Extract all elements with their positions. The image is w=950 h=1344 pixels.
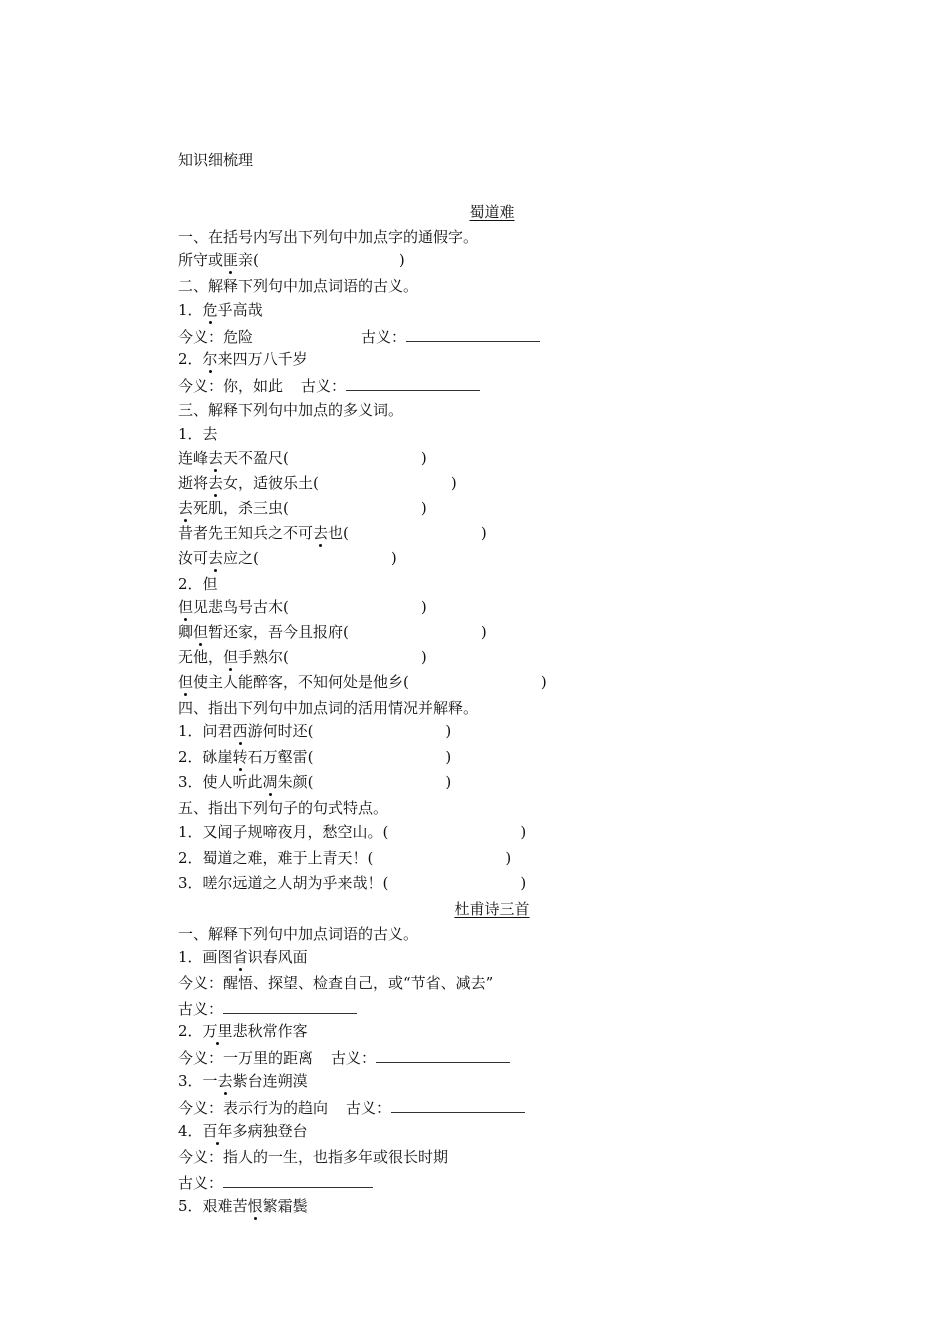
text-fragment: 古义： (178, 1000, 224, 1018)
text-fragment: 紫台连朔漠 (232, 1072, 308, 1090)
text-fragment: 昔者先王知兵之不可 (178, 524, 314, 542)
text-fragment: 今义：一万里的距离 (178, 1049, 314, 1067)
meaning-line (178, 375, 480, 395)
text-fragment: 今义：危险 (178, 328, 254, 346)
text-fragment: 连峰 (178, 449, 209, 467)
text-fragment: 使主人能醉客，不知何处是他乡( (193, 673, 409, 691)
text-fragment: 1． (178, 948, 203, 966)
text-fragment: ) (398, 251, 405, 269)
dotted-char: 去 (208, 549, 224, 567)
dotted-char: 去 (178, 499, 194, 517)
text-fragment: 朱颜( (277, 773, 314, 791)
answer-blank (223, 1172, 373, 1188)
text-fragment: 1．问君 (178, 722, 233, 740)
section-title-dufu: 杜甫诗三首 (454, 900, 530, 918)
text-fragment: 卿 (178, 623, 194, 641)
exercise-line (178, 448, 427, 468)
dotted-char: 去 (208, 449, 224, 467)
text-fragment: 天不盈尺( (223, 449, 289, 467)
section-title-shudaonan: 蜀道难 (469, 203, 515, 221)
question-title: 三、解释下列句中加点的多义词。 (178, 401, 404, 419)
text-fragment: 见悲鸟号古木( (193, 598, 289, 616)
text-fragment: 画图 (202, 948, 233, 966)
exercise-line (178, 1071, 308, 1091)
text-fragment: 古义： (361, 328, 407, 346)
text-fragment: 古义： (178, 1174, 224, 1192)
exercise-line (178, 349, 308, 369)
text-fragment: 2． (178, 350, 203, 368)
text-fragment: ) (450, 474, 457, 492)
text-fragment: 手熟尔( (238, 648, 289, 666)
exercise-line (178, 721, 451, 741)
question-title: 一、在括号内写出下列句中加点字的通假字。 (178, 228, 479, 246)
text-fragment: 1．又闻子规啼夜月，愁空山。( (178, 823, 389, 841)
text-fragment: 艰难苦 (202, 1197, 248, 1215)
dotted-char: 去 (217, 1072, 233, 1090)
meaning-line: 今义：指人的一生，也指多年或很长时期 (178, 1148, 449, 1166)
dotted-char: 但 (178, 598, 194, 616)
exercise-line (178, 1121, 308, 1141)
text-fragment: 古义： (301, 377, 347, 395)
dotted-char: 万里 (202, 1022, 233, 1040)
text-fragment: 逝将 (178, 474, 209, 492)
meaning-line (178, 998, 357, 1018)
dotted-char: 但 (193, 623, 209, 641)
text-fragment: ) (520, 874, 527, 892)
text-fragment: 2． (178, 1022, 203, 1040)
meaning-line (178, 326, 540, 346)
exercise-line (178, 498, 427, 518)
exercise-line (178, 772, 451, 792)
exercise-line (178, 873, 526, 893)
group-label: 2．但 (178, 575, 218, 593)
text-fragment: 古义： (331, 1049, 377, 1067)
text-fragment: ) (445, 773, 452, 791)
dotted-char: 百年 (202, 1122, 233, 1140)
exercise-line (178, 250, 405, 270)
dotted-char: 但 (223, 648, 239, 666)
text-fragment: ) (420, 499, 427, 517)
question-title: 四、指出下列句中加点词的活用情况并解释。 (178, 699, 479, 717)
exercise-line (178, 523, 487, 543)
text-fragment: 1． (178, 301, 203, 319)
question-title: 五、指出下列句子的句式特点。 (178, 799, 389, 817)
page-heading: 知识细梳理 (178, 151, 254, 169)
meaning-line: 今义：醒悟、探望、检查自己，或“节省、减去” (178, 974, 494, 992)
text-fragment: 悲秋常作客 (232, 1022, 308, 1040)
exercise-line (178, 647, 427, 667)
text-fragment: 古义： (346, 1099, 392, 1117)
exercise-line (178, 473, 457, 493)
text-fragment: ) (480, 623, 487, 641)
text-fragment: 2．砯崖 (178, 748, 233, 766)
text-fragment: ) (505, 849, 512, 867)
text-fragment: ) (390, 549, 397, 567)
exercise-line (178, 848, 511, 868)
answer-blank (346, 375, 480, 391)
text-fragment: ) (540, 673, 547, 691)
text-fragment: 3．使人听此 (178, 773, 263, 791)
text-fragment: 3．嗟尔远道之人胡为乎来哉！( (178, 874, 389, 892)
text-fragment: ) (445, 722, 452, 740)
meaning-line (178, 1097, 525, 1117)
dotted-char: 尔 (202, 350, 218, 368)
answer-blank (376, 1047, 510, 1063)
question-title: 二、解释下列句中加点词语的古义。 (178, 277, 419, 295)
dotted-char: 恨 (247, 1197, 263, 1215)
text-fragment: 5． (178, 1197, 203, 1215)
exercise-line (178, 597, 427, 617)
text-fragment: 无他， (178, 648, 224, 666)
dotted-char: 转 (232, 748, 248, 766)
text-fragment: 应之( (223, 549, 259, 567)
text-fragment: 3． (178, 1072, 203, 1090)
exercise-line (178, 822, 526, 842)
dotted-char: 省 (232, 948, 248, 966)
text-fragment: ) (445, 748, 452, 766)
text-fragment: 死肌，杀三虫( (193, 499, 289, 517)
text-fragment: 汝可 (178, 549, 209, 567)
text-fragment: ) (520, 823, 527, 841)
text-fragment: ) (420, 449, 427, 467)
text-fragment: ) (420, 598, 427, 616)
text-fragment: ) (480, 524, 487, 542)
meaning-line (178, 1047, 510, 1067)
text-fragment: 也( (328, 524, 349, 542)
text-fragment: 多病独登台 (232, 1122, 308, 1140)
dotted-char: 匪 (223, 251, 239, 269)
exercise-line (178, 300, 263, 320)
text-fragment: 暂还家，吾今且报府( (208, 623, 349, 641)
exercise-line (178, 747, 451, 767)
answer-blank (391, 1097, 525, 1113)
text-fragment: ) (420, 648, 427, 666)
text-fragment: 2．蜀道之难，难于上青天！( (178, 849, 374, 867)
text-fragment: 所守或 (178, 251, 224, 269)
text-fragment: 识春风面 (247, 948, 308, 966)
text-fragment: 来四万八千岁 (217, 350, 308, 368)
dotted-char: 去 (208, 474, 224, 492)
text-fragment: 4． (178, 1122, 203, 1140)
exercise-line (178, 548, 397, 568)
dotted-char: 去 (313, 524, 329, 542)
exercise-line (178, 1196, 308, 1216)
exercise-line (178, 672, 547, 692)
dotted-char: 凋 (262, 773, 278, 791)
dotted-char: 危 (202, 301, 218, 319)
meaning-line (178, 1172, 373, 1192)
exercise-line (178, 1021, 308, 1041)
text-fragment: 乎高哉 (217, 301, 263, 319)
answer-blank (406, 326, 540, 342)
text-fragment: 女，适彼乐土( (223, 474, 319, 492)
text-fragment: 繁霜鬓 (262, 1197, 308, 1215)
question-title: 一、解释下列句中加点词语的古义。 (178, 925, 419, 943)
text-fragment: 今义：你，如此 (178, 377, 284, 395)
exercise-line (178, 947, 308, 967)
text-fragment: 游何时还( (247, 722, 314, 740)
text-fragment: 亲( (238, 251, 259, 269)
text-fragment: 一 (202, 1072, 218, 1090)
text-fragment: 今义：表示行为的趋向 (178, 1099, 329, 1117)
dotted-char: 但 (178, 673, 194, 691)
group-label: 1．去 (178, 425, 218, 443)
answer-blank (223, 998, 357, 1014)
text-fragment: 石万壑雷( (247, 748, 314, 766)
dotted-char: 西 (232, 722, 248, 740)
exercise-line (178, 622, 487, 642)
